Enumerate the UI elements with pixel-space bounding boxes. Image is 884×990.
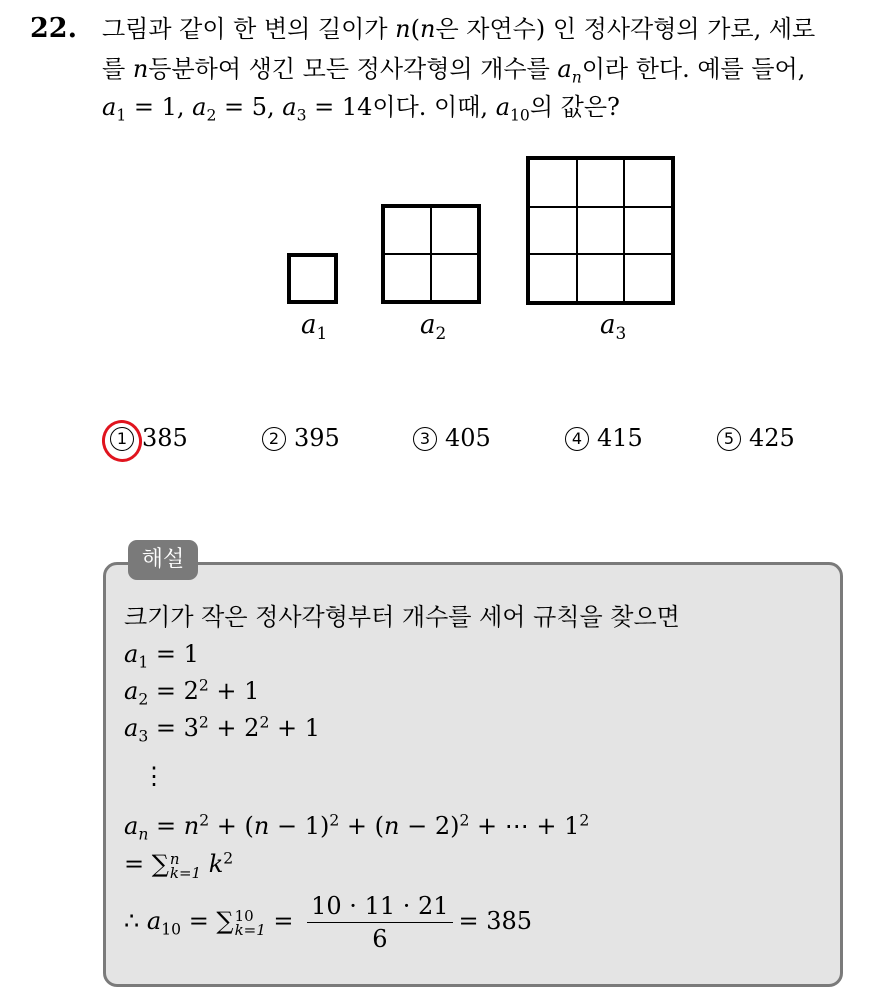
question-line-2: 를 n등분하여 생긴 모든 정사각형의 개수를 $a_n$이라 한다. 예를 들어,: [102, 55, 806, 87]
choice-4[interactable]: 4 415: [565, 424, 643, 452]
choice-1-mark: 1: [110, 427, 134, 451]
choice-2[interactable]: 2 395: [262, 424, 340, 452]
solution-line-a1: $a_1 = 1$: [124, 640, 199, 672]
question-number: 22.: [30, 13, 77, 44]
choice-1[interactable]: 1 385: [110, 424, 188, 452]
question-line-3: $a_1 = 1$, $a_2 = 5$, $a_3 = 14$이다. 이때, $a_{10}$의 값은?: [102, 93, 620, 125]
solution-dots: ⋮: [142, 762, 166, 790]
solution-line-a2: $a_2 = 2^2 + 1$: [124, 676, 260, 709]
label-a2: $a_2$: [420, 310, 447, 343]
choice-5-mark: 5: [717, 427, 741, 451]
solution-tag: 해설: [128, 540, 198, 580]
solution-intro: 크기가 작은 정사각형부터 개수를 세어 규칙을 찾으면: [124, 603, 680, 631]
choice-5[interactable]: 5 425: [717, 424, 795, 452]
choice-2-mark: 2: [262, 427, 286, 451]
choice-3[interactable]: 3 405: [413, 424, 491, 452]
choice-3-mark: 3: [413, 427, 437, 451]
grid-a3: [526, 156, 675, 305]
solution-line-result: ∴ $a_{10} = \sum 10$ k=1 = $\frac{10 \cdot 11 \cdot 21}{6}$ = 385: [124, 892, 533, 953]
grid-a1: [287, 253, 338, 304]
solution-fraction: $\frac{10 \cdot 11 \cdot 21}{6}$: [307, 892, 452, 953]
grid-a2: [381, 204, 481, 304]
solution-line-an: $a_n = n^2 + (n - 1)^2 + (n - 2)^2$ + ⋯ + $1^2$: [124, 811, 590, 844]
label-a3: $a_3$: [600, 310, 627, 343]
solution-line-a3: $a_3 = 3^2 + 2^2 + 1$: [124, 713, 320, 746]
solution-line-sum: = ∑n k=1 $k^2$: [124, 849, 234, 882]
choice-4-mark: 4: [565, 427, 589, 451]
label-a1: $a_1$: [301, 310, 328, 343]
question-line-1: 그림과 같이 한 변의 길이가 n(n은 자연수) 인 정사각형의 가로, 세로: [102, 15, 816, 43]
